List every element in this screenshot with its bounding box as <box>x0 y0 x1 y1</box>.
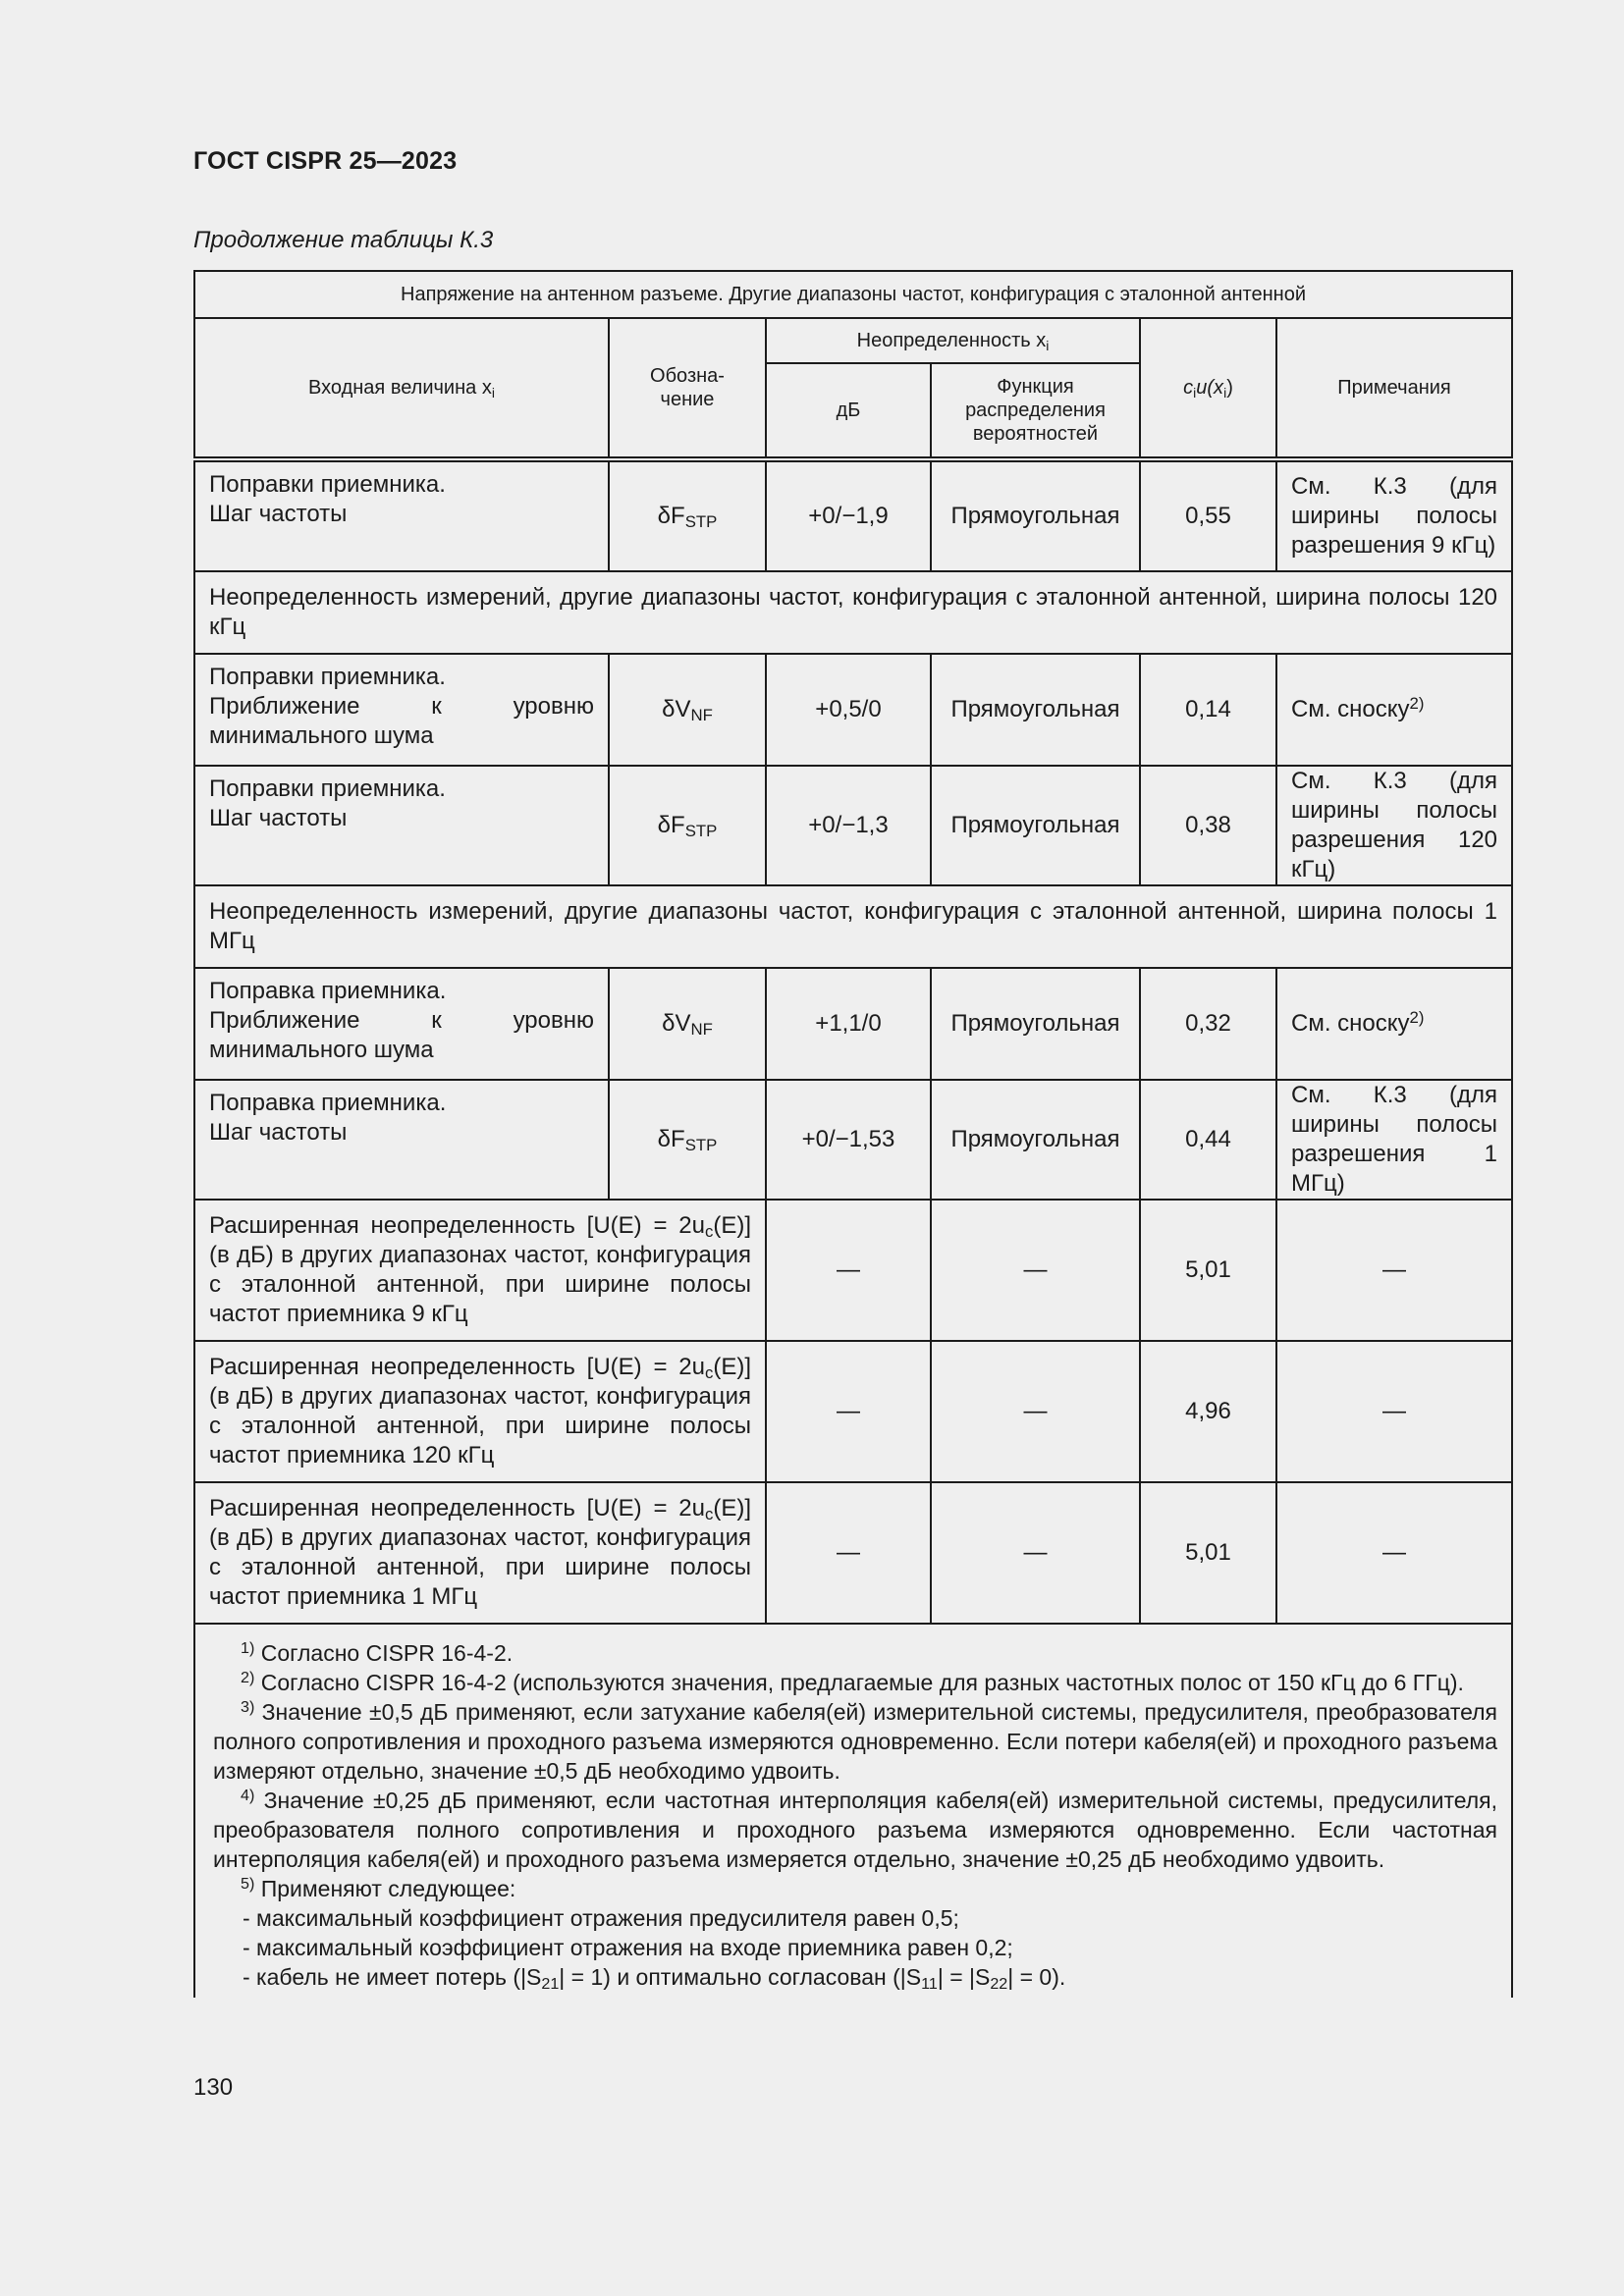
notes-cell: См. сноску$^{2)}$ <box>1276 654 1512 766</box>
header-input-quantity: Входная величина $x_i$ <box>194 318 609 459</box>
footnote-1: $^{1)}$ Согласно CISPR 16-4-2. <box>241 1639 514 1666</box>
symbol-cell: $\delta V_{NF}$ <box>609 968 766 1080</box>
input-quantity-cell: Поправка приемника. Приближение к уровню минимального шума <box>194 968 609 1080</box>
header-symbol: Обозна-чение <box>609 318 766 459</box>
document-header: ГОСТ CISPR 25—2023 <box>193 147 458 175</box>
ciu-cell: 0,55 <box>1140 459 1276 571</box>
distribution-cell: Прямоугольная <box>931 968 1140 1080</box>
distribution-cell: Прямоугольная <box>931 766 1140 885</box>
footnote-5-item-2: - максимальный коэффициент отражения на входе приемника равен 0,2; <box>243 1935 1013 1960</box>
db-cell: — <box>766 1482 931 1624</box>
table-row <box>194 1080 1512 1200</box>
distribution-cell: Прямоугольная <box>931 459 1140 571</box>
table-caption: Продолжение таблицы К.3 <box>193 227 494 253</box>
db-cell: +0/−1,9 <box>766 459 931 571</box>
footnote-4: $^{4)}$ Значение ±0,25 дБ применяют, если частотная интерполяция кабеля(ей) измерительной системы, предусилителя, преобразователя полного сопротивления и проходного разъема измеряются одновременно. Если частотная интерполяция кабеля(ей) и проходного разъема измеряется отдельно, значение ±0,25 дБ необходимо удвоить. <box>213 1787 1498 1872</box>
symbol-cell: $\delta F_{STP}$ <box>609 1080 766 1200</box>
notes-cell: — <box>1276 1200 1512 1341</box>
notes-cell: См. К.3 (для ширины полосы разрешения 1 МГц) <box>1276 1080 1512 1200</box>
header-ciu: $c_iu(x_i)$ <box>1140 318 1276 459</box>
notes-cell: — <box>1276 1482 1512 1624</box>
expanded-uncertainty-cell: Расширенная неопределенность $[U(E) = 2u_c(E)]$ (в дБ) в других диапазонах частот, конфигурация с эталонной антенной, при ширине полосы частот приемника 120 кГц <box>194 1341 766 1482</box>
table-row <box>194 885 1512 968</box>
footnote-5-item-3: - кабель не имеет потерь $(|S_{21}| = 1)$ и оптимально согласован $(|S_{11}| = |S_{22}| = 0)$. <box>243 1964 1066 1993</box>
db-cell: — <box>766 1200 931 1341</box>
db-cell: +1,1/0 <box>766 968 931 1080</box>
section-heading: Неопределенность измерений, другие диапазоны частот, конфигурация с эталонной антенной, ширина полосы 1 МГц <box>194 885 1512 968</box>
distribution-cell: Прямоугольная <box>931 654 1140 766</box>
ciu-cell: 5,01 <box>1140 1200 1276 1341</box>
ciu-cell: 0,32 <box>1140 968 1276 1080</box>
symbol-cell: $\delta F_{STP}$ <box>609 766 766 885</box>
input-quantity-cell: Поправка приемника. Шаг частоты <box>194 1080 609 1200</box>
table-row <box>194 1341 1512 1482</box>
table-row <box>194 968 1512 1080</box>
header-notes: Примечания <box>1276 318 1512 459</box>
input-quantity-cell: Поправки приемника. Шаг частоты <box>194 766 609 885</box>
table-title: Напряжение на антенном разъеме. Другие диапазоны частот, конфигурация с эталонной антенной <box>194 271 1512 318</box>
distribution-cell: — <box>931 1482 1140 1624</box>
notes-cell: См. сноску$^{2)}$ <box>1276 968 1512 1080</box>
footnote-5: $^{5)}$ Применяют следующее: <box>241 1875 516 1901</box>
input-quantity-cell: Поправки приемника. Шаг частоты <box>194 459 609 571</box>
table-row <box>194 459 1512 571</box>
footnote-3: $^{3)}$ Значение ±0,5 дБ применяют, если затухание кабеля(ей) измерительной системы, предусилителя, преобразователя полного сопротивления и проходного разъема измеряются одновременно. Если потери кабеля(ей) и проходного разъема измеряют отдельно, значение ±0,5 дБ необходимо удвоить. <box>213 1698 1498 1784</box>
notes-cell: См. К.3 (для ширины полосы разрешения 9 кГц) <box>1276 459 1512 571</box>
table-row <box>194 1200 1512 1341</box>
distribution-cell: Прямоугольная <box>931 1080 1140 1200</box>
header-distribution: Функция распределения вероятностей <box>931 363 1140 459</box>
uncertainty-table <box>193 270 1513 1998</box>
ciu-cell: 0,38 <box>1140 766 1276 885</box>
ciu-cell: 4,96 <box>1140 1341 1276 1482</box>
expanded-uncertainty-cell: Расширенная неопределенность $[U(E) = 2u_c(E)]$ (в дБ) в других диапазонах частот, конфигурация с эталонной антенной, при ширине полосы частот приемника 9 кГц <box>194 1200 766 1341</box>
footnote-2: $^{2)}$ Согласно CISPR 16-4-2 (используются значения, предлагаемые для разных частотных полос от 150 кГц до 6 ГГц). <box>241 1669 1464 1695</box>
symbol-cell: $\delta F_{STP}$ <box>609 459 766 571</box>
ciu-cell: 0,44 <box>1140 1080 1276 1200</box>
section-heading: Неопределенность измерений, другие диапазоны частот, конфигурация с эталонной антенной, ширина полосы 120 кГц <box>194 571 1512 654</box>
ciu-cell: 5,01 <box>1140 1482 1276 1624</box>
symbol-cell: $\delta V_{NF}$ <box>609 654 766 766</box>
page-number: 130 <box>193 2074 234 2101</box>
table-footnotes <box>194 1624 1512 1998</box>
table-row <box>194 766 1512 885</box>
header-db: дБ <box>766 363 931 459</box>
db-cell: — <box>766 1341 931 1482</box>
table-row <box>194 571 1512 654</box>
ciu-cell: 0,14 <box>1140 654 1276 766</box>
db-cell: +0/−1,53 <box>766 1080 931 1200</box>
footnote-5-item-1: - максимальный коэффициент отражения предусилителя равен 0,5; <box>243 1905 959 1931</box>
db-cell: +0,5/0 <box>766 654 931 766</box>
distribution-cell: — <box>931 1341 1140 1482</box>
notes-cell: См. К.3 (для ширины полосы разрешения 120 кГц) <box>1276 766 1512 885</box>
header-uncertainty: Неопределенность $x_i$ <box>766 318 1140 363</box>
table-row <box>194 1482 1512 1624</box>
input-quantity-cell: Поправки приемника. Приближение к уровню минимального шума <box>194 654 609 766</box>
notes-cell: — <box>1276 1341 1512 1482</box>
expanded-uncertainty-cell: Расширенная неопределенность $[U(E) = 2u_c(E)]$ (в дБ) в других диапазонах частот, конфигурация с эталонной антенной, при ширине полосы частот приемника 1 МГц <box>194 1482 766 1624</box>
db-cell: +0/−1,3 <box>766 766 931 885</box>
distribution-cell: — <box>931 1200 1140 1341</box>
footnotes-row <box>194 1624 1512 1998</box>
table-row <box>194 654 1512 766</box>
